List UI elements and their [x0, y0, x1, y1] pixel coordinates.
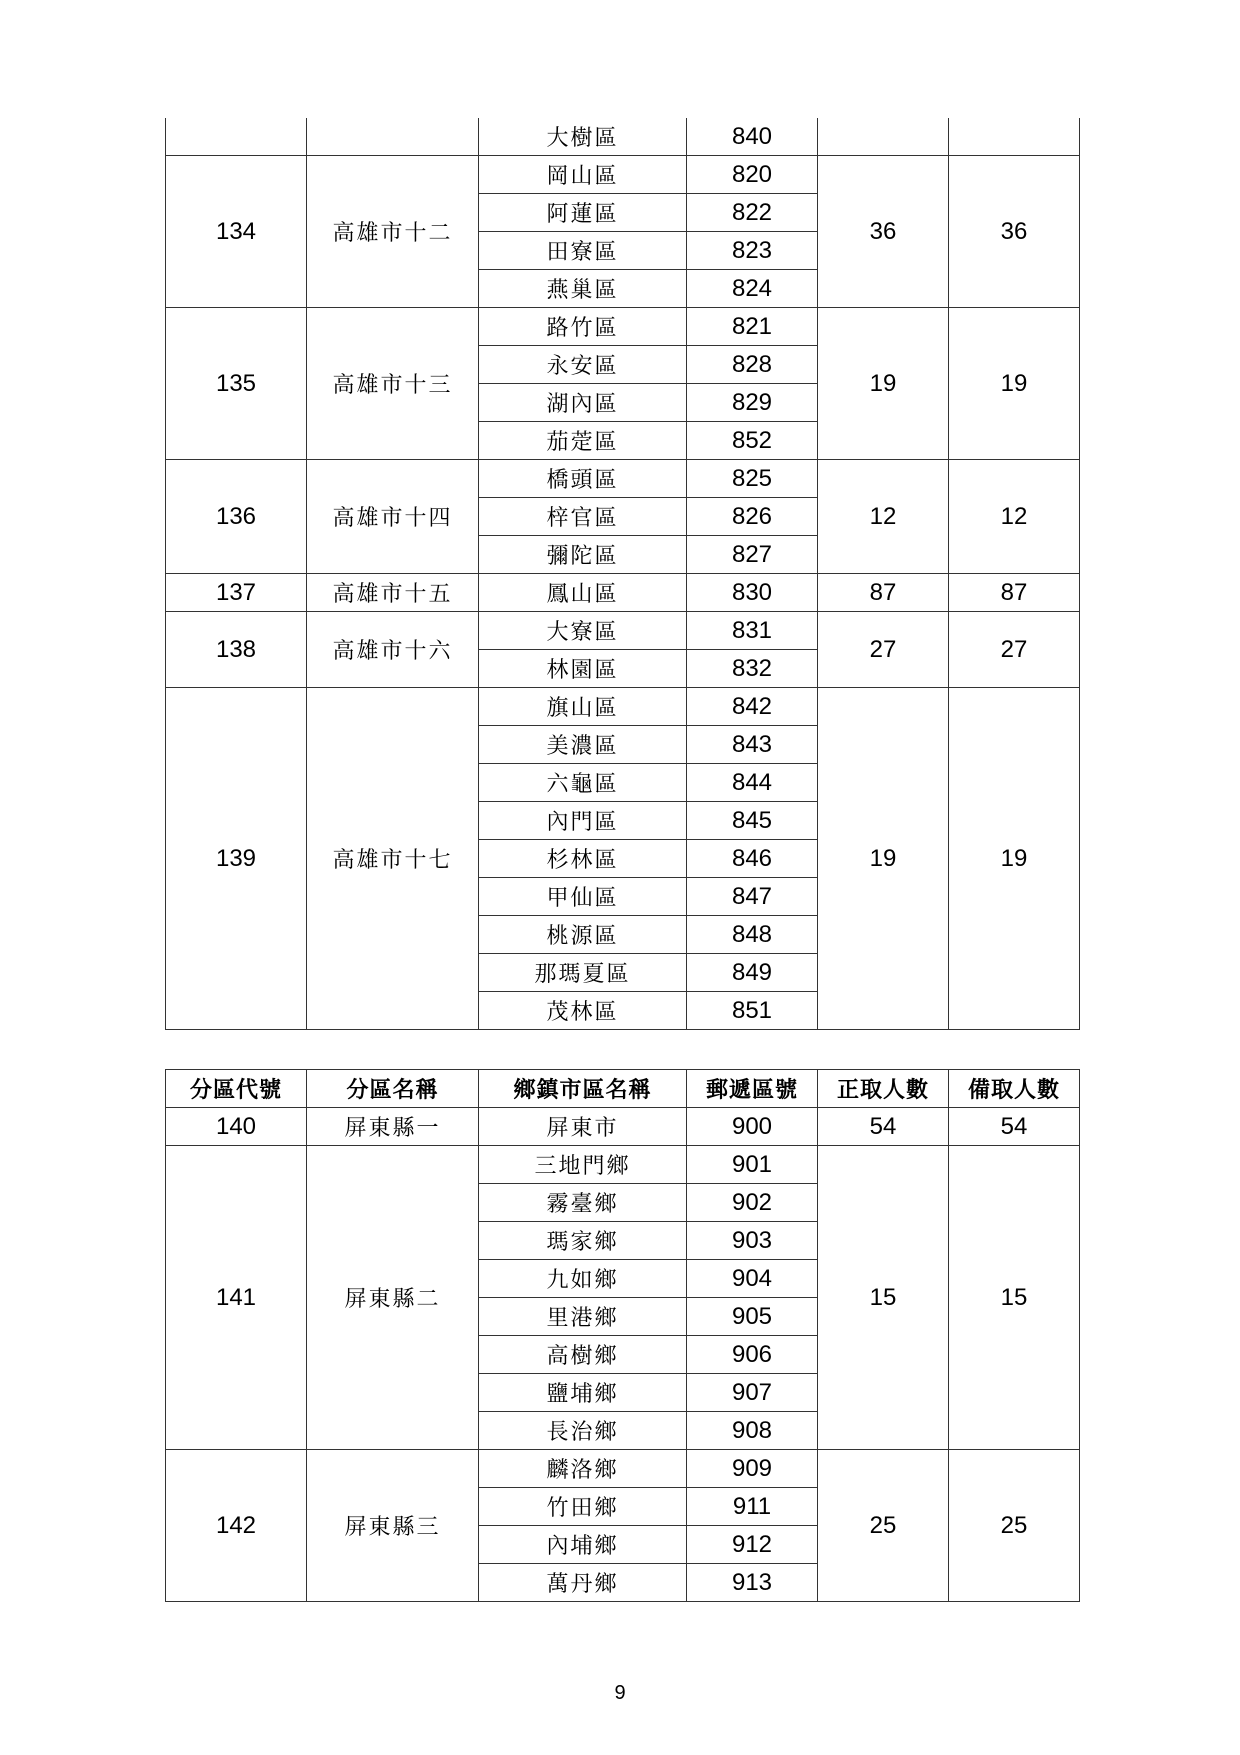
town-name-cell: 阿蓮區 — [479, 194, 687, 232]
reserve-count-cell — [949, 118, 1080, 156]
admit-count-cell: 19 — [818, 688, 949, 1030]
district-name-cell: 屏東縣二 — [307, 1146, 479, 1450]
table-row — [166, 460, 1080, 498]
district-code-cell: 139 — [166, 688, 307, 1030]
town-name-cell: 高樹鄉 — [479, 1336, 687, 1374]
town-name-cell: 田寮區 — [479, 232, 687, 270]
postal-code-cell: 846 — [687, 840, 818, 878]
postal-code-cell: 827 — [687, 536, 818, 574]
town-name-cell: 屏東市 — [479, 1108, 687, 1146]
postal-code-cell: 829 — [687, 384, 818, 422]
postal-code-cell: 825 — [687, 460, 818, 498]
district-name-cell: 高雄市十二 — [307, 156, 479, 308]
postal-code-cell: 848 — [687, 916, 818, 954]
postal-code-cell: 831 — [687, 612, 818, 650]
town-name-cell: 三地門鄉 — [479, 1146, 687, 1184]
postal-code-cell: 901 — [687, 1146, 818, 1184]
postal-code-cell: 830 — [687, 574, 818, 612]
header-town-name: 鄉鎮市區名稱 — [479, 1070, 687, 1108]
reserve-count-cell: 54 — [949, 1108, 1080, 1146]
postal-code-cell: 845 — [687, 802, 818, 840]
admit-count-cell: 54 — [818, 1108, 949, 1146]
town-name-cell: 里港鄉 — [479, 1298, 687, 1336]
town-name-cell: 大寮區 — [479, 612, 687, 650]
town-name-cell: 茂林區 — [479, 992, 687, 1030]
header-admit-count: 正取人數 — [818, 1070, 949, 1108]
district-name-cell — [307, 118, 479, 156]
town-name-cell: 霧臺鄉 — [479, 1184, 687, 1222]
admit-count-cell: 27 — [818, 612, 949, 688]
postal-code-cell: 851 — [687, 992, 818, 1030]
postal-code-cell: 852 — [687, 422, 818, 460]
district-code-cell: 141 — [166, 1146, 307, 1450]
table-row — [166, 1146, 1080, 1184]
district-table-continued — [165, 118, 1080, 1030]
district-code-cell: 136 — [166, 460, 307, 574]
postal-code-cell: 911 — [687, 1488, 818, 1526]
admit-count-cell: 87 — [818, 574, 949, 612]
reserve-count-cell: 19 — [949, 308, 1080, 460]
district-name-cell: 屏東縣一 — [307, 1108, 479, 1146]
table-row — [166, 156, 1080, 194]
town-name-cell: 萬丹鄉 — [479, 1564, 687, 1602]
town-name-cell: 美濃區 — [479, 726, 687, 764]
postal-code-cell: 909 — [687, 1450, 818, 1488]
district-code-cell: 134 — [166, 156, 307, 308]
postal-code-cell: 843 — [687, 726, 818, 764]
postal-code-cell: 826 — [687, 498, 818, 536]
town-name-cell: 彌陀區 — [479, 536, 687, 574]
district-code-cell: 140 — [166, 1108, 307, 1146]
postal-code-cell: 905 — [687, 1298, 818, 1336]
postal-code-cell: 906 — [687, 1336, 818, 1374]
town-name-cell: 瑪家鄉 — [479, 1222, 687, 1260]
town-name-cell: 鹽埔鄉 — [479, 1374, 687, 1412]
district-name-cell: 高雄市十七 — [307, 688, 479, 1030]
postal-code-cell: 832 — [687, 650, 818, 688]
town-name-cell: 竹田鄉 — [479, 1488, 687, 1526]
town-name-cell: 內埔鄉 — [479, 1526, 687, 1564]
reserve-count-cell: 15 — [949, 1146, 1080, 1450]
district-code-cell: 138 — [166, 612, 307, 688]
district-table-body — [166, 118, 1080, 1030]
admit-count-cell: 12 — [818, 460, 949, 574]
district-name-cell: 高雄市十五 — [307, 574, 479, 612]
town-name-cell: 麟洛鄉 — [479, 1450, 687, 1488]
postal-code-cell: 902 — [687, 1184, 818, 1222]
reserve-count-cell: 87 — [949, 574, 1080, 612]
town-name-cell: 永安區 — [479, 346, 687, 384]
postal-code-cell: 823 — [687, 232, 818, 270]
postal-code-cell: 904 — [687, 1260, 818, 1298]
table-row — [166, 574, 1080, 612]
table-header-row — [166, 1070, 1080, 1108]
page-number: 9 — [614, 1682, 626, 1704]
town-name-cell: 杉林區 — [479, 840, 687, 878]
postal-code-cell: 821 — [687, 308, 818, 346]
town-name-cell: 九如鄉 — [479, 1260, 687, 1298]
town-name-cell: 鳳山區 — [479, 574, 687, 612]
reserve-count-cell: 12 — [949, 460, 1080, 574]
header-postal-code: 郵遞區號 — [687, 1070, 818, 1108]
town-name-cell: 橋頭區 — [479, 460, 687, 498]
table-row — [166, 1450, 1080, 1488]
postal-code-cell: 840 — [687, 118, 818, 156]
header-district-code: 分區代號 — [166, 1070, 307, 1108]
admit-count-cell: 25 — [818, 1450, 949, 1602]
table-row — [166, 118, 1080, 156]
postal-code-cell: 912 — [687, 1526, 818, 1564]
admit-count-cell: 19 — [818, 308, 949, 460]
table-row — [166, 688, 1080, 726]
table-row — [166, 612, 1080, 650]
postal-code-cell: 828 — [687, 346, 818, 384]
table-row — [166, 308, 1080, 346]
admit-count-cell: 15 — [818, 1146, 949, 1450]
postal-code-cell: 842 — [687, 688, 818, 726]
town-name-cell: 內門區 — [479, 802, 687, 840]
town-name-cell: 桃源區 — [479, 916, 687, 954]
header-reserve-count: 備取人數 — [949, 1070, 1080, 1108]
town-name-cell: 林園區 — [479, 650, 687, 688]
town-name-cell: 茄萣區 — [479, 422, 687, 460]
postal-code-cell: 907 — [687, 1374, 818, 1412]
postal-code-cell: 820 — [687, 156, 818, 194]
district-code-cell: 135 — [166, 308, 307, 460]
postal-code-cell: 900 — [687, 1108, 818, 1146]
town-name-cell: 那瑪夏區 — [479, 954, 687, 992]
district-name-cell: 高雄市十三 — [307, 308, 479, 460]
town-name-cell: 梓官區 — [479, 498, 687, 536]
reserve-count-cell: 19 — [949, 688, 1080, 1030]
town-name-cell: 旗山區 — [479, 688, 687, 726]
district-name-cell: 屏東縣三 — [307, 1450, 479, 1602]
town-name-cell: 岡山區 — [479, 156, 687, 194]
reserve-count-cell: 36 — [949, 156, 1080, 308]
postal-code-cell: 847 — [687, 878, 818, 916]
postal-code-cell: 913 — [687, 1564, 818, 1602]
town-name-cell: 大樹區 — [479, 118, 687, 156]
district-code-cell: 137 — [166, 574, 307, 612]
reserve-count-cell: 25 — [949, 1450, 1080, 1602]
postal-code-cell: 903 — [687, 1222, 818, 1260]
postal-code-cell: 824 — [687, 270, 818, 308]
town-name-cell: 甲仙區 — [479, 878, 687, 916]
town-name-cell: 六龜區 — [479, 764, 687, 802]
town-name-cell: 路竹區 — [479, 308, 687, 346]
table-row — [166, 1108, 1080, 1146]
district-code-cell: 142 — [166, 1450, 307, 1602]
district-name-cell: 高雄市十四 — [307, 460, 479, 574]
postal-code-cell: 908 — [687, 1412, 818, 1450]
district-code-cell — [166, 118, 307, 156]
district-table-body — [166, 1108, 1080, 1602]
town-name-cell: 燕巢區 — [479, 270, 687, 308]
district-table-pingtung — [165, 1069, 1080, 1602]
reserve-count-cell: 27 — [949, 612, 1080, 688]
admit-count-cell — [818, 118, 949, 156]
postal-code-cell: 849 — [687, 954, 818, 992]
town-name-cell: 湖內區 — [479, 384, 687, 422]
town-name-cell: 長治鄉 — [479, 1412, 687, 1450]
admit-count-cell: 36 — [818, 156, 949, 308]
postal-code-cell: 822 — [687, 194, 818, 232]
header-district-name: 分區名稱 — [307, 1070, 479, 1108]
postal-code-cell: 844 — [687, 764, 818, 802]
district-name-cell: 高雄市十六 — [307, 612, 479, 688]
